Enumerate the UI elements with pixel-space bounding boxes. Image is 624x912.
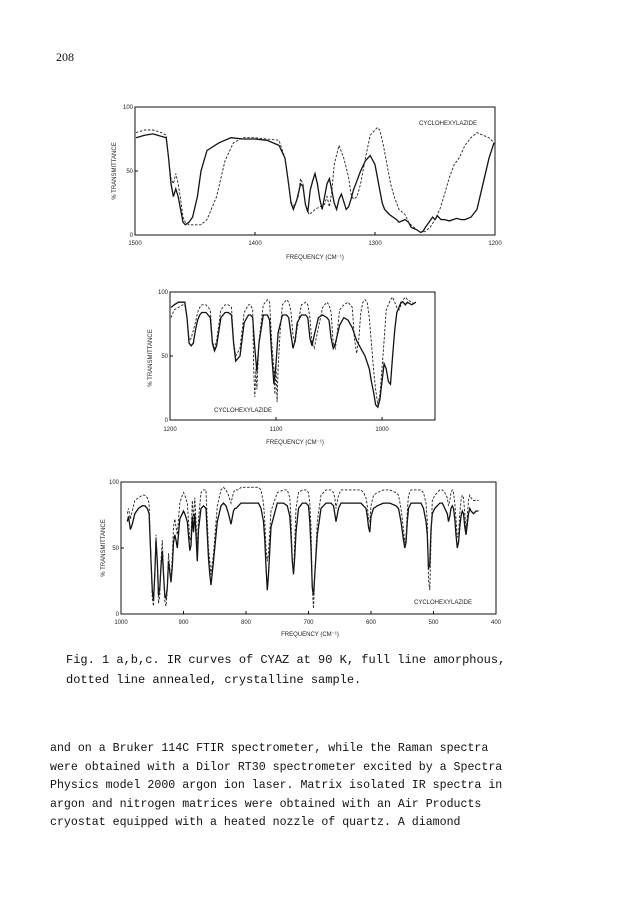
panel-c-dotted-line (127, 487, 478, 608)
panel-c-y-tick-label: 100 (108, 480, 119, 486)
panel-c-x-tick-label: 400 (490, 620, 502, 626)
panel-c-x-tick-label: 900 (178, 620, 189, 626)
panel-b-frame (170, 292, 435, 420)
body-line: and on a Bruker 114C FTIR spectrometer, while the Raman spectra (50, 742, 489, 755)
panel-c-full-line (127, 503, 478, 601)
panel-a-x-tick-label: 1500 (128, 241, 142, 247)
panel-b-x-tick-label: 1100 (269, 427, 283, 433)
body-paragraph (50, 740, 590, 833)
panel-c-ylabel: % TRANSMITTANCE (101, 519, 107, 577)
body-line: argon and nitrogen matrices were obtained with an Air Products (50, 797, 482, 811)
panel-a-x-tick-label: 1400 (248, 241, 262, 247)
body-line: cryostat equipped with a heated nozzle of quartz. A diamond (50, 816, 461, 829)
panel-c-x-tick-label: 700 (303, 620, 314, 626)
panel-a-ylabel: % TRANSMITTANCE (112, 142, 118, 200)
panel-a-y-tick-label: 50 (126, 169, 133, 175)
panel-c-y-tick-label: 0 (115, 612, 119, 618)
panel-a-annotation: CYCLOHEXYLAZIDE (418, 121, 478, 127)
panel-b-y-tick-label: 100 (157, 290, 168, 296)
panel-c-x-tick-label: 1000 (114, 620, 128, 626)
panel-b-annotation: CYCLOHEXYLAZIDE (213, 408, 273, 414)
panel-c-xlabel: FREQUENCY (CM⁻¹) (281, 632, 339, 638)
body-line: Physics model 2000 argon ion laser. Matrix isolated IR spectra in (50, 779, 503, 792)
spectrum-panel-b (135, 285, 445, 457)
panel-c-y-tick-label: 50 (112, 546, 119, 552)
panel-b-x-tick-label: 1000 (375, 427, 389, 433)
body-line: were obtained with a Dilor RT30 spectrometer excited by a Spectra (50, 760, 503, 774)
panel-a-x-tick-label: 1200 (488, 241, 502, 247)
spectrum-panel-a (100, 100, 520, 270)
caption-line: Fig. 1 a,b,c. IR curves of CYAZ at 90 K, full line amorphous, (66, 653, 506, 667)
figure-caption (66, 650, 566, 690)
panel-a-y-tick-label: 0 (129, 233, 133, 239)
page-number: 208 (56, 50, 74, 64)
panel-a-xlabel: FREQUENCY (CM⁻¹) (286, 255, 344, 261)
panel-a-y-tick-label: 100 (122, 105, 133, 111)
panel-b-dotted-line (171, 297, 416, 405)
panel-b-xlabel: FREQUENCY (CM⁻¹) (266, 440, 324, 446)
panel-b-y-tick-label: 50 (161, 354, 168, 360)
panel-c-x-tick-label: 800 (240, 620, 252, 626)
panel-b-ylabel: % TRANSMITTANCE (148, 329, 154, 387)
panel-c-x-tick-label: 500 (428, 620, 439, 626)
panel-a-dotted-line (136, 128, 494, 233)
panel-b-full-line (171, 302, 416, 407)
spectrum-panel-c (90, 475, 510, 645)
panel-a-full-line (136, 134, 494, 233)
caption-line: dotted line annealed, crystalline sample. (66, 673, 362, 687)
panel-a-x-tick-label: 1300 (368, 241, 382, 247)
panel-c-annotation: CYCLOHEXYLAZIDE (413, 600, 473, 606)
panel-b-y-tick-label: 0 (164, 418, 168, 424)
panel-b-x-tick-label: 1200 (163, 427, 177, 433)
panel-c-x-tick-label: 600 (365, 620, 377, 626)
